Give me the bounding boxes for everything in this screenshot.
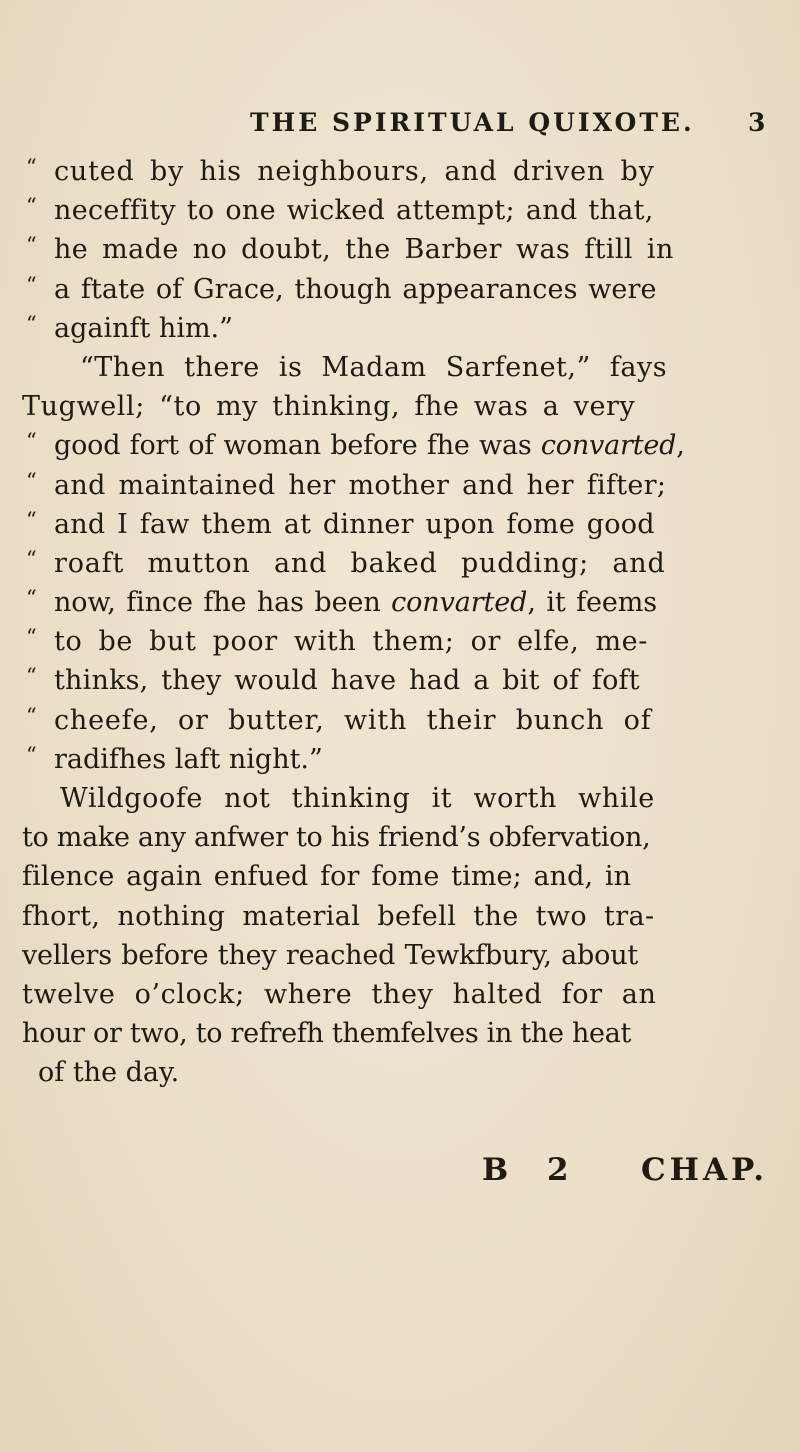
text-line	[0, 544, 800, 583]
line-text: cuted by his neighbours, and driven by	[54, 156, 655, 187]
line-text: Tugwell; “to my thinking, fhe was a very	[22, 391, 636, 423]
text-line	[0, 740, 800, 779]
quote-mark: “	[26, 664, 37, 689]
text-line	[0, 661, 800, 700]
text-line	[0, 387, 800, 426]
line-text: radifhes laft night.”	[54, 743, 323, 775]
line-text: a ftate of Grace, though appearances were	[54, 273, 657, 305]
quote-mark: “	[26, 311, 37, 336]
line-text: twelve o’clock; where they halted for an	[22, 978, 657, 1010]
text-line	[0, 975, 800, 1014]
text-line	[0, 818, 800, 857]
text-line	[0, 897, 800, 936]
line-text: “Then there is Madam Sarfenet,” fays	[80, 351, 668, 383]
quote-mark: “	[26, 429, 37, 454]
quote-mark: “	[26, 468, 37, 493]
text-line	[0, 936, 800, 975]
line-text: and I faw them at dinner upon fome good	[54, 508, 655, 540]
quote-mark: “	[26, 507, 37, 532]
text-line	[0, 1014, 800, 1053]
text-line	[0, 191, 800, 230]
quote-mark: “	[26, 625, 37, 650]
quote-mark: “	[26, 194, 37, 219]
text-line	[0, 230, 800, 269]
line-text: now, fince fhe has been convarted, it feems	[54, 587, 658, 619]
line-text: hour or two, to refrefh themfelves in the heat	[22, 1018, 632, 1050]
line-text: and maintained her mother and her fifter;	[54, 469, 667, 501]
line-text: he made no doubt, the Barber was ftill in	[54, 234, 674, 266]
running-head	[250, 108, 790, 148]
quote-mark: “	[26, 742, 37, 767]
page-footer	[0, 1152, 800, 1202]
line-text: to be but poor with them; or elfe, me-	[54, 626, 648, 658]
quote-mark: “	[26, 272, 37, 297]
quote-mark: “	[26, 546, 37, 571]
line-text: againft him.”	[54, 312, 233, 344]
line-text: fhort, nothing material befell the two tra-	[22, 900, 655, 932]
text-line	[0, 426, 800, 465]
quote-mark: “	[26, 233, 37, 258]
text-line	[0, 583, 800, 622]
text-line	[0, 152, 800, 191]
line-text: to make any anfwer to his friend’s obfervation,	[22, 822, 651, 854]
line-text: good fort of woman before fhe was convarted,	[54, 430, 685, 462]
text-line	[0, 505, 800, 544]
line-text: neceffity to one wicked attempt; and that,	[54, 195, 654, 227]
quote-mark: “	[26, 703, 37, 728]
catchword: CHAP.	[641, 1152, 768, 1188]
page-number: 3	[748, 108, 769, 137]
text-line	[0, 270, 800, 309]
line-text: cheefe, or butter, with their bunch of	[54, 704, 652, 736]
text-line	[0, 779, 800, 818]
quote-mark: “	[26, 155, 37, 179]
text-line	[0, 348, 800, 387]
signature-mark: B 2	[482, 1152, 583, 1188]
text-line	[0, 622, 800, 661]
running-title: THE SPIRITUAL QUIXOTE.	[250, 108, 695, 137]
text-line	[0, 309, 800, 348]
line-text: vellers before they reached Tewkfbury, about	[22, 939, 639, 971]
text-line	[0, 1053, 800, 1092]
text-line	[0, 857, 800, 896]
text-line	[0, 466, 800, 505]
line-text: of the day.	[38, 1057, 180, 1089]
line-text: filence again enfued for fome time; and, in	[22, 861, 632, 893]
line-text: Wildgoofe not thinking it worth while	[60, 783, 655, 814]
line-text: roaft mutton and baked pudding; and	[54, 547, 666, 579]
quote-mark: “	[26, 586, 37, 611]
text-line	[0, 701, 800, 740]
line-text: thinks, they would have had a bit of foft	[54, 665, 640, 697]
body-text	[0, 152, 800, 1093]
